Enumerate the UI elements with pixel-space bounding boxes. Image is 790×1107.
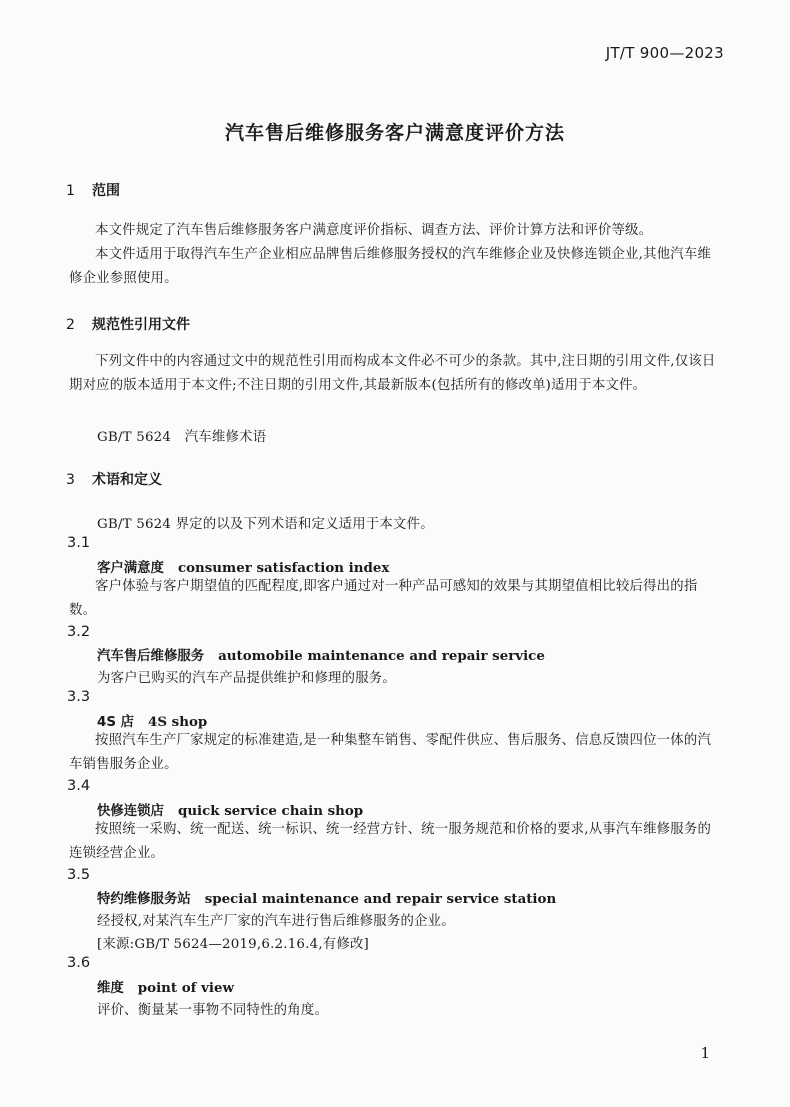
section-heading-terms-definitions: [66, 469, 162, 489]
clause-number: 3.2: [67, 624, 91, 640]
reference-entry: GB/T 5624 汽车维修术语: [97, 430, 267, 445]
clause-number: 3.5: [67, 867, 91, 883]
section-number: 2: [66, 317, 75, 333]
term-definition: 客户体验与客户期望值的匹配程度,即客户通过对一种产品可感知的效果与其期望值相比较后得出的指数。: [69, 579, 698, 618]
clause-number: 3.3: [67, 689, 91, 705]
clause-number: 3.6: [67, 955, 91, 971]
section-number: 3: [66, 472, 75, 488]
section-title: 术语和定义: [92, 472, 162, 488]
paragraph: 本文件规定了汽车售后维修服务客户满意度评价指标、调查方法、评价计算方法和评价等级。: [95, 223, 653, 238]
clause-number: 3.4: [67, 778, 91, 794]
term-zh: 维度: [97, 981, 124, 996]
term-en: 4S shop: [148, 714, 208, 730]
paragraph: GB/T 5624 界定的以及下列术语和定义适用于本文件。: [97, 517, 434, 532]
clause-number: 3.1: [67, 535, 91, 551]
document-title: 汽车售后维修服务客户满意度评价方法: [224, 122, 565, 144]
section-title: 规范性引用文件: [92, 317, 190, 333]
term-entry: [97, 977, 234, 996]
term-en: quick service chain shop: [177, 803, 364, 819]
term-entry: [97, 711, 207, 730]
paragraph: 下列文件中的内容通过文中的规范性引用而构成本文件必不可少的条款。其中,注日期的引用文件,仅该日期对应的版本适用于本文件;不注日期的引用文件,其最新版本(包括所有的修改单)适用于本文件。: [69, 354, 716, 393]
term-definition: 按照汽车生产厂家规定的标准建造,是一种集整车销售、零配件供应、售后服务、信息反馈四位一体的汽车销售服务企业。: [69, 733, 712, 772]
term-definition: 按照统一采购、统一配送、统一标识、统一经营方针、统一服务规范和价格的要求,从事汽车维修服务的连锁经营企业。: [69, 822, 712, 861]
term-definition: 经授权,对某汽车生产厂家的汽车进行售后维修服务的企业。: [97, 914, 455, 929]
document-code: JT/T 900—2023: [605, 44, 724, 62]
term-definition: 评价、衡量某一事物不同特性的角度。: [97, 1003, 329, 1018]
term-entry: [97, 557, 389, 576]
section-heading-scope: [66, 180, 120, 200]
term-en: consumer satisfaction index: [177, 560, 390, 576]
term-entry: [97, 800, 363, 819]
term-zh: 快修连锁店: [97, 804, 164, 819]
term-entry: [97, 645, 545, 664]
term-zh: 特约维修服务站: [97, 892, 191, 907]
term-zh: 4S 店: [97, 715, 135, 730]
page-number: 1: [700, 1044, 710, 1062]
term-source-note: [来源:GB/T 5624—2019,6.2.16.4,有修改]: [97, 937, 369, 952]
section-number: 1: [66, 183, 75, 199]
term-entry: [97, 888, 556, 907]
term-definition: 为客户已购买的汽车产品提供维护和修理的服务。: [97, 671, 396, 686]
term-en: point of view: [137, 980, 235, 996]
term-zh: 客户满意度: [97, 561, 164, 576]
term-zh: 汽车售后维修服务: [97, 649, 205, 664]
term-en: special maintenance and repair service station: [204, 891, 557, 907]
section-heading-normative-references: [66, 314, 190, 334]
term-en: automobile maintenance and repair service: [218, 648, 545, 664]
section-title: 范围: [92, 183, 120, 199]
paragraph: 本文件适用于取得汽车生产企业相应品牌售后维修服务授权的汽车维修企业及快修连锁企业,其他汽车维修企业参照使用。: [69, 247, 712, 286]
